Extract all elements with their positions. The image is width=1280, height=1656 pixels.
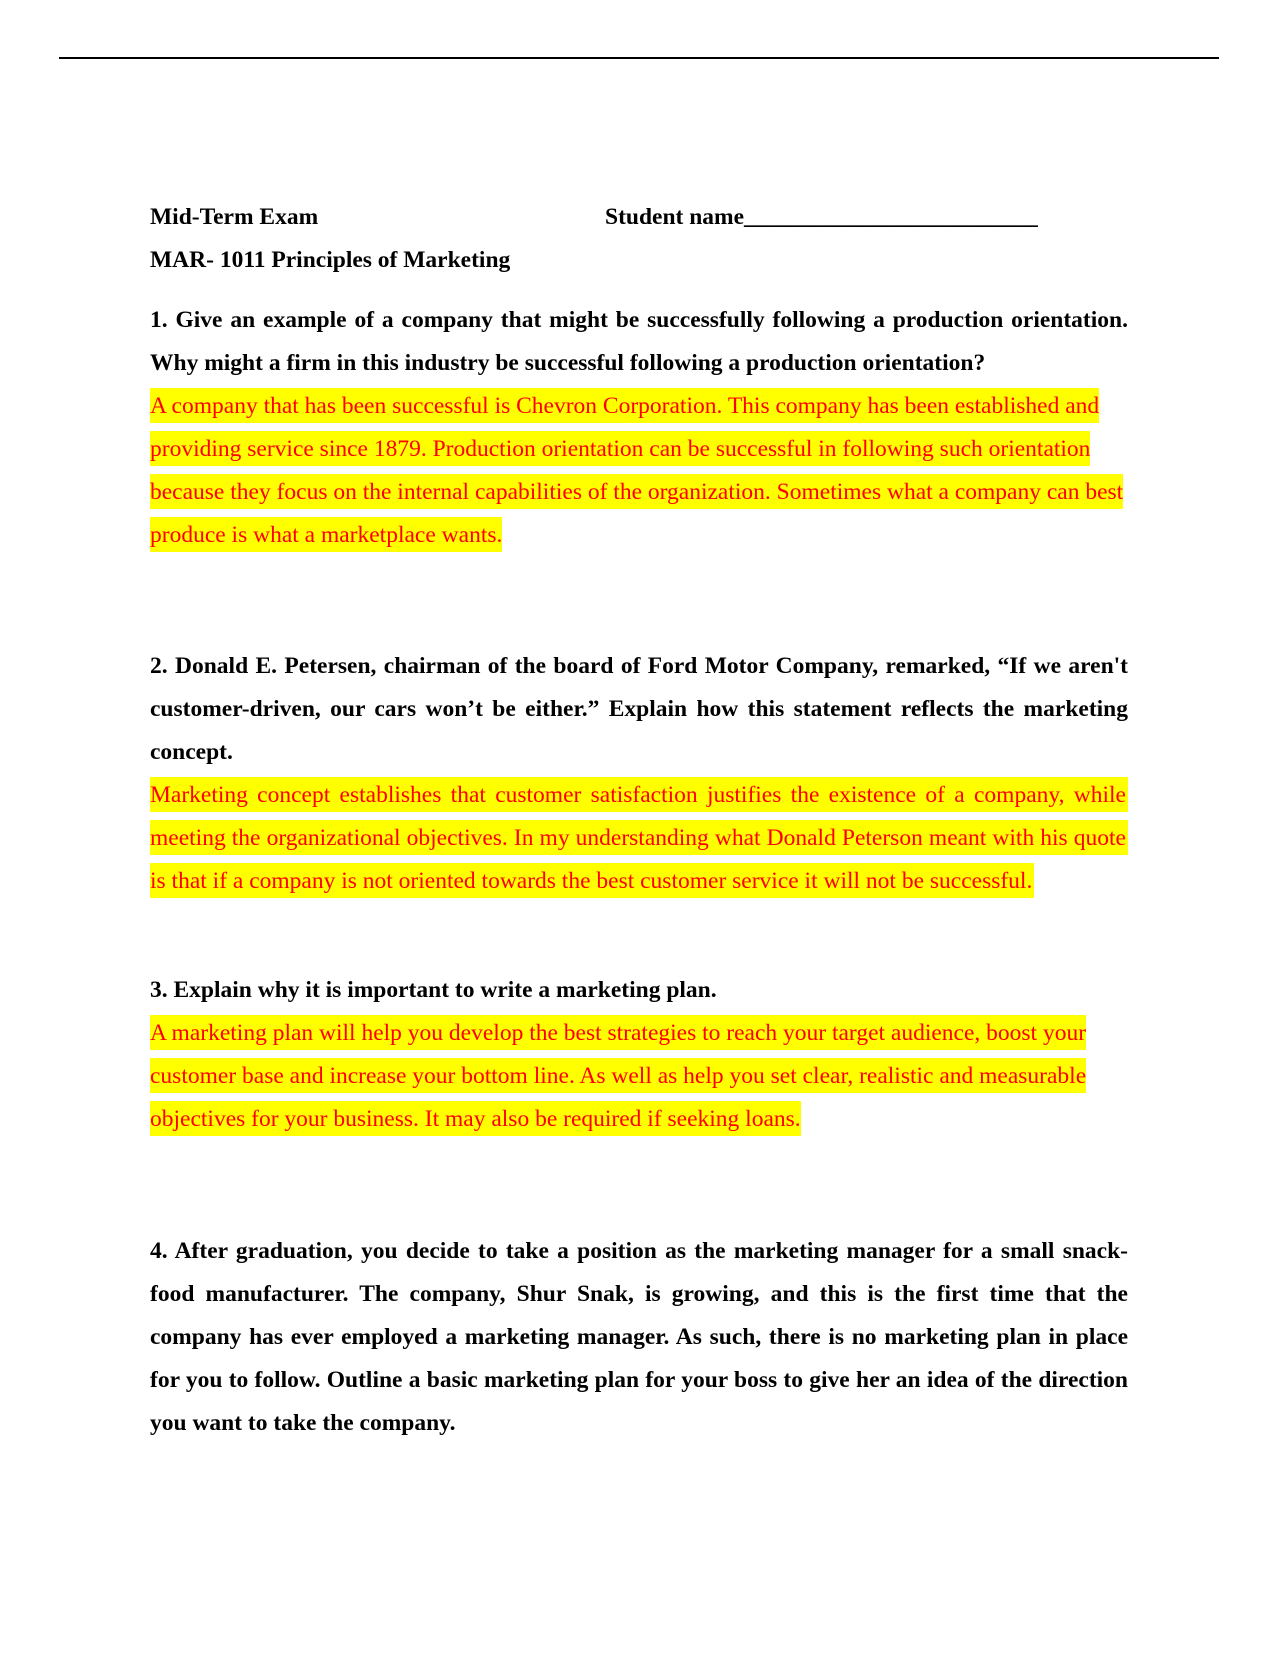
spacer bbox=[150, 557, 1128, 645]
answer-3 bbox=[150, 1012, 1128, 1141]
answer-1-text: A company that has been successful is Chevron Corporation. This company has been established and providing service since 1879. Production orientation can be successful in following such orientation because they focus on the internal capabilities of the organization. Sometimes what a company can best produce is what a marketplace wants. bbox=[150, 388, 1123, 552]
student-name-field[interactable]: Student name_________________________ bbox=[605, 204, 1038, 230]
exam-title: Mid-Term Exam bbox=[150, 204, 319, 230]
question-4: 4. After graduation, you decide to take a position as the marketing manager for a small snack-food manufacturer. The company, Shur Snak, is growing, and this is the first time that the company has ever employed a marketing manager. As such, there is no marketing plan in place for you to follow. Outline a basic marketing plan for your boss to give her an idea of the direction you want to take the company. bbox=[150, 1238, 1128, 1436]
spacer bbox=[150, 903, 1128, 969]
spacer bbox=[150, 1141, 1128, 1230]
header-rule bbox=[59, 57, 1219, 59]
answer-2 bbox=[150, 774, 1128, 903]
header-row bbox=[150, 196, 1130, 239]
course-title: MAR- 1011 Principles of Marketing bbox=[150, 247, 511, 273]
question-1: 1. Give an example of a company that might be successfully following a production orientation. Why might a firm in this industry be successful following a production orientation? bbox=[150, 307, 1128, 376]
answer-3-text: A marketing plan will help you develop the best strategies to reach your target audience, boost your customer base and increase your bottom line. As well as help you set clear, realistic and measurable objectives for your business. It may also be required if seeking loans. bbox=[150, 1015, 1086, 1136]
question-2: 2. Donald E. Petersen, chairman of the board of Ford Motor Company, remarked, “If we aren't customer-driven, our cars won’t be either.” Explain how this statement reflects the marketing concept. bbox=[150, 653, 1128, 765]
answer-2-text: Marketing concept establishes that customer satisfaction justifies the existence of a company, while meeting the organizational objectives. In my understanding what Donald Peterson meant with his quote is that if a company is not oriented towards the best customer service it will not be successful. bbox=[150, 777, 1128, 898]
answer-1 bbox=[150, 385, 1128, 557]
question-3: 3. Explain why it is important to write a marketing plan. bbox=[150, 977, 717, 1003]
exam-body bbox=[150, 299, 1128, 1445]
exam-header bbox=[150, 196, 1130, 282]
